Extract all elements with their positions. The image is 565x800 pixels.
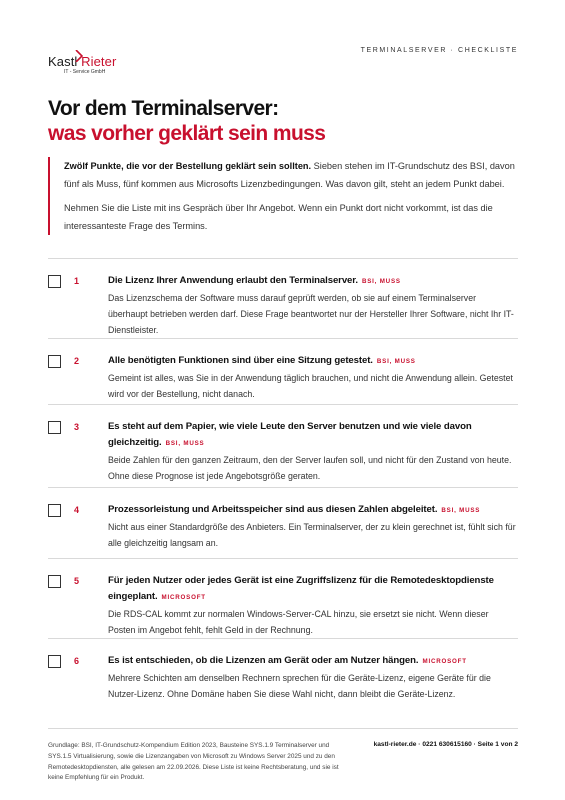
item-description: Nicht aus einer Standardgröße des Anbieters. Ein Terminalserver, der zu klein gerechnet ist, fühlt sich für alle gleichzeitig langsam an. xyxy=(108,522,516,548)
checklist-item xyxy=(48,258,518,338)
checkbox[interactable] xyxy=(48,655,61,668)
item-heading xyxy=(108,419,518,452)
item-number: 4 xyxy=(74,505,80,515)
item-tag: BSI, MUSS xyxy=(361,278,401,285)
item-tag: BSI, MUSS xyxy=(165,440,205,447)
intro-lead-rest: Sieben stehen im IT-Grundschutz des BSI, davon fünf als Muss, fünf kommen aus Microsofts Lizenzbedingungen. Was davon gilt, steht an jedem Punkt dabei. xyxy=(64,161,515,189)
item-description: Gemeint ist alles, was Sie in der Anwendung täglich brauchen, und nicht die Anwendung allein. Getestet wird vor der Bestellung, nicht danach. xyxy=(108,373,513,399)
item-body xyxy=(108,653,518,702)
footer-source-note: Grundlage: BSI, IT-Grundschutz-Kompendium Edition 2023, Bausteine SYS.1.9 Terminalserver und SYS.1.5 Virtualisierung, sowie die Lizenzangaben von Microsoft zu Windows Server 2025 und zu den Remotedesktopdiensten, alle gelesen am 22.09.2026. Diese Liste ist keine Rechtsberatung, und sie ist keine Empfehlung für ein Produkt. xyxy=(48,742,339,782)
item-heading xyxy=(108,353,518,370)
item-number: 2 xyxy=(74,356,80,366)
checkbox[interactable] xyxy=(48,355,61,368)
item-body xyxy=(108,573,518,638)
title-line-2: was vorher geklärt sein muss xyxy=(48,122,326,145)
checklist-item xyxy=(48,487,518,558)
checkbox[interactable] xyxy=(48,504,61,517)
item-description: Mehrere Schichten am denselben Rechnern sprechen für die Geräte-Lizenz, eigene Geräte für die Nutzer-Lizenz. Ohne Domäne haben Sie diese Wahl nicht, dann bleibt die Geräte-Lizenz. xyxy=(108,673,491,699)
page-title xyxy=(48,96,325,146)
item-heading xyxy=(108,273,518,290)
checkbox[interactable] xyxy=(48,575,61,588)
logo-subtitle: IT - Service GmbH xyxy=(64,69,106,75)
item-tag: MICROSOFT xyxy=(422,658,467,665)
item-description: Das Lizenzschema der Software muss darauf geprüft werden, ob sie auf einem Terminalserver überhaupt betrieben werden darf. Diese Frage beantwortet nur der Hersteller Ihrer Software, nicht Ihr IT-Dienstleister. xyxy=(108,293,514,335)
checkbox[interactable] xyxy=(48,275,61,288)
item-heading-text: Die Lizenz Ihrer Anwendung erlaubt den Terminalserver. xyxy=(108,275,358,286)
checkbox[interactable] xyxy=(48,421,61,434)
checklist-item xyxy=(48,558,518,638)
item-heading xyxy=(108,573,518,606)
document-label: TERMINALSERVER · CHECKLISTE xyxy=(360,47,518,54)
item-number: 6 xyxy=(74,656,80,666)
page-footer xyxy=(48,728,518,784)
item-heading-text: Alle benötigten Funktionen sind über eine Sitzung getestet. xyxy=(108,355,373,366)
intro-block xyxy=(48,157,518,235)
footer-contact: kastl-rieter.de · 0221 630615160 · Seite 1 von 2 xyxy=(373,741,518,748)
page-header xyxy=(48,44,518,78)
item-number: 3 xyxy=(74,422,80,432)
item-number: 5 xyxy=(74,576,80,586)
item-tag: BSI, MUSS xyxy=(376,358,416,365)
item-body xyxy=(108,502,518,551)
intro-paragraph-1 xyxy=(64,157,518,193)
item-description: Die RDS-CAL kommt zur normalen Windows-Server-CAL hinzu, sie ersetzt sie nicht. Wenn dieser Posten im Angebot fehlt, fehlt Geld in der Rechnung. xyxy=(108,609,489,635)
title-line-1: Vor dem Terminalserver: xyxy=(48,97,279,120)
intro-lead: Zwölf Punkte, die vor der Bestellung geklärt sein sollten. xyxy=(64,161,312,171)
item-heading-text: Für jeden Nutzer oder jedes Gerät ist eine Zugriffslizenz für die Remotedesktopdienste eingeplant. xyxy=(108,575,494,602)
item-body xyxy=(108,273,518,338)
item-body xyxy=(108,419,518,484)
item-heading-text: Es ist entschieden, ob die Lizenzen am Gerät oder am Nutzer hängen. xyxy=(108,655,419,666)
company-logo xyxy=(48,44,188,78)
item-body xyxy=(108,353,518,402)
item-heading xyxy=(108,653,518,670)
item-heading-text: Es steht auf dem Papier, wie viele Leute den Server benutzen und wie viele davon gleichzeitig. xyxy=(108,421,472,448)
intro-paragraph-2: Nehmen Sie die Liste mit ins Gespräch über Ihr Angebot. Wenn ein Punkt dort nicht vorkommt, ist das die interessanteste Frage des Termins. xyxy=(64,203,493,231)
item-number: 1 xyxy=(74,276,80,286)
item-heading xyxy=(108,502,518,519)
logo-name-part-2: Rieter xyxy=(81,54,117,69)
item-tag: MICROSOFT xyxy=(161,594,206,601)
item-heading-text: Prozessorleistung und Arbeitsspeicher sind aus diesen Zahlen abgeleitet. xyxy=(108,504,438,515)
item-tag: BSI, MUSS xyxy=(441,507,481,514)
checklist-item xyxy=(48,338,518,404)
logo-chevron-icon xyxy=(75,50,83,62)
item-description: Beide Zahlen für den ganzen Zeitraum, den der Server laufen soll, und nicht für den Zustand von heute. Ohne diese Prognose ist jede Angebotsgröße geraten. xyxy=(108,455,512,481)
checklist-item xyxy=(48,638,518,706)
logo-name-part-1: Kastl xyxy=(48,54,78,69)
checklist-item xyxy=(48,404,518,487)
